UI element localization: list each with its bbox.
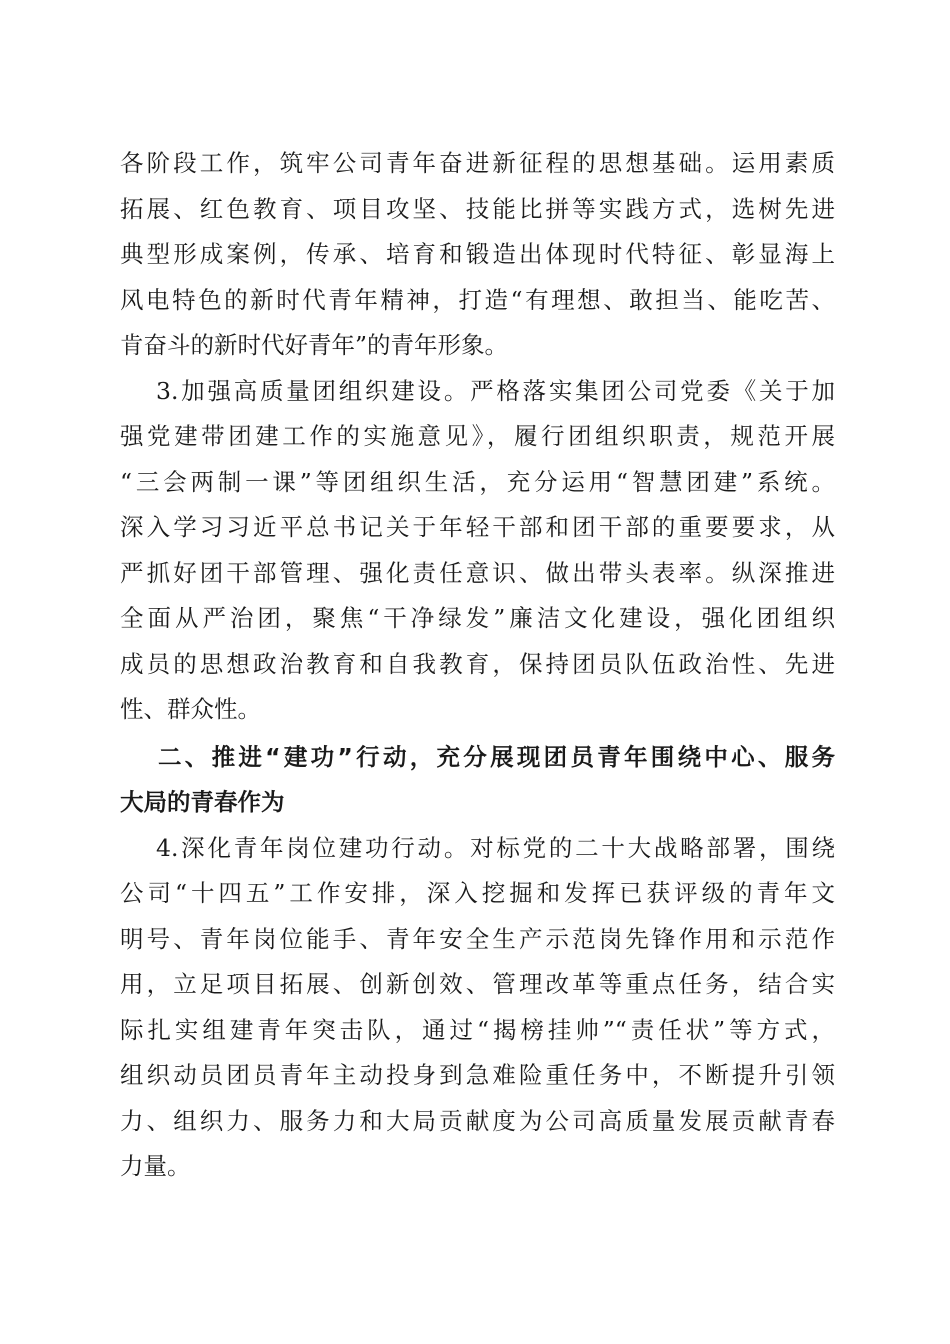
- paragraph-line: 性、群众性。: [120, 695, 261, 723]
- paragraph-line: 力量。: [120, 1152, 191, 1180]
- paragraph-line: 典型形成案例，传承、培育和锻造出体现时代特征、彰显海上: [120, 240, 835, 268]
- paragraph-line: 3.加强高质量团组织建设。严格落实集团公司党委《关于加: [156, 376, 835, 405]
- heading-line: 大局的青春作为: [120, 788, 285, 816]
- document-body: [120, 141, 835, 1190]
- paragraph-line: 深入学习习近平总书记关于年轻干部和团干部的重要要求，从: [120, 513, 835, 541]
- paragraph-line: 肯奋斗的新时代好青年”的青年形象。: [120, 331, 509, 359]
- paragraph-line: 明号、青年岗位能手、青年安全生产示范岗先锋作用和示范作: [120, 924, 835, 953]
- paragraph-line: 际扎实组建青年突击队，通过“揭榜挂帅”“责任状”等方式，: [120, 1015, 835, 1044]
- paragraph-line: 力、组织力、服务力和大局贡献度为公司高质量发展贡献青春: [120, 1106, 835, 1135]
- paragraph-line: 全面从严治团，聚焦“干净绿发”廉洁文化建设，强化团组织: [120, 604, 835, 632]
- paragraph-line: “三会两制一课”等团组织生活，充分运用“智慧团建”系统。: [120, 467, 835, 496]
- paragraph-line: 各阶段工作，筑牢公司青年奋进新征程的思想基础。运用素质: [120, 149, 835, 177]
- paragraph-line: 严抓好团干部管理、强化责任意识、做出带头表率。纵深推进: [120, 558, 835, 587]
- paragraph-line: 风电特色的新时代青年精神，打造“有理想、敢担当、能吃苦、: [120, 285, 835, 314]
- section-heading: [120, 735, 835, 826]
- paragraph-line: 组织动员团员青年主动投身到急难险重任务中，不断提升引领: [120, 1061, 835, 1089]
- paragraph-line: 用，立足项目拓展、创新创效、管理改革等重点任务，结合实: [120, 970, 835, 998]
- paragraph-1: [120, 141, 835, 369]
- paragraph-line: 成员的思想政治教育和自我教育，保持团员队伍政治性、先进: [120, 649, 835, 678]
- heading-line: 二、推进“建功”行动，充分展现团员青年围绕中心、服务: [158, 742, 835, 771]
- paragraph-line: 强党建带团建工作的实施意见》，履行团组织职责，规范开展: [120, 422, 835, 450]
- paragraph-line: 4.深化青年岗位建功行动。对标党的二十大战略部署，围绕: [156, 833, 835, 862]
- paragraph-3: [120, 826, 835, 1190]
- paragraph-line: 公司“十四五”工作安排，深入挖掘和发挥已获评级的青年文: [120, 879, 835, 907]
- paragraph-line: 拓展、红色教育、项目攻坚、技能比拼等实践方式，选树先进: [120, 194, 835, 223]
- paragraph-2: [120, 369, 835, 733]
